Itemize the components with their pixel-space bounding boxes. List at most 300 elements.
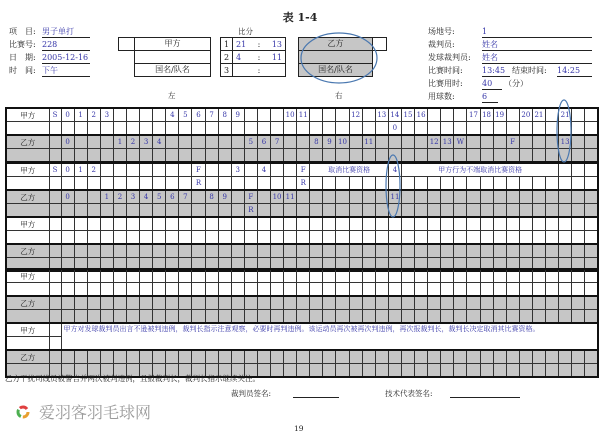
- score-cell: 2: [87, 163, 100, 177]
- score-cell: [349, 149, 362, 163]
- score-cell: [428, 177, 441, 191]
- score-cell: [179, 269, 192, 283]
- score-cell: [257, 296, 270, 310]
- score-cell: [519, 122, 532, 136]
- score-cell: [375, 122, 388, 136]
- score-cell: [310, 204, 323, 218]
- score-cell: [546, 177, 559, 191]
- duration-unit: （分）: [504, 79, 528, 88]
- score-cell: [192, 269, 205, 283]
- score-cell: [218, 177, 231, 191]
- score-cell: 0: [61, 190, 74, 204]
- score-cell: [506, 283, 519, 297]
- score-cell: [506, 108, 519, 122]
- score-row: [6, 108, 598, 122]
- page-number: 19: [294, 424, 304, 433]
- score-cell: [532, 135, 545, 149]
- score-cell: 13: [559, 135, 572, 149]
- score-cell: [100, 269, 113, 283]
- score-cell: [113, 350, 126, 364]
- event-label: 项 目:: [9, 27, 36, 36]
- score-row: [6, 135, 598, 149]
- score-cell: [271, 231, 284, 245]
- score-cell: [349, 269, 362, 283]
- score-cell: [153, 149, 166, 163]
- score-cell: [506, 244, 519, 258]
- score-cell: [454, 190, 467, 204]
- score-cell: [100, 122, 113, 136]
- score-cell: [545, 231, 558, 245]
- team-label: [6, 337, 49, 351]
- score-cell: [493, 310, 506, 324]
- score-cell: [74, 190, 87, 204]
- start-time-label: 比赛时间:: [428, 66, 463, 75]
- score-cell: [284, 231, 297, 245]
- score-cell: [532, 244, 545, 258]
- left-team-blank: [134, 50, 211, 64]
- score-cell: [415, 122, 428, 136]
- score-cell: [297, 269, 310, 283]
- score-cell: [467, 283, 480, 297]
- score-cell: [336, 122, 349, 136]
- score-cell: [100, 177, 113, 191]
- score-cell: [310, 310, 323, 324]
- score-cell: [519, 135, 532, 149]
- score-cell: 7: [205, 108, 218, 122]
- score-cell: [205, 135, 218, 149]
- score-cell: F: [297, 163, 310, 177]
- score-cell: R: [192, 177, 205, 191]
- server-cell: [49, 135, 61, 149]
- score-cell: [257, 122, 270, 136]
- score-cell: 19: [493, 108, 506, 122]
- score-cell: [244, 244, 257, 258]
- score-cell: [244, 269, 257, 283]
- score-cell: [375, 296, 388, 310]
- score-cell: [323, 231, 336, 245]
- score-cell: [441, 269, 454, 283]
- score-cell: [179, 217, 192, 231]
- score-cell: [572, 204, 585, 218]
- score-cell: [349, 310, 362, 324]
- score-cell: [153, 217, 166, 231]
- score-cell: [401, 149, 414, 163]
- score-cell: [428, 310, 441, 324]
- score-cell: [192, 122, 205, 136]
- score-cell: [349, 217, 362, 231]
- score-row: [6, 244, 598, 258]
- score-cell: [297, 190, 310, 204]
- score-cell: [87, 269, 100, 283]
- score-cell: [336, 269, 349, 283]
- score-cell: [205, 163, 218, 177]
- score-cell: [323, 283, 336, 297]
- score-cell: [428, 364, 441, 378]
- score-cell: [100, 283, 113, 297]
- score-cell: [454, 177, 467, 191]
- score-cell: [244, 350, 257, 364]
- server-cell: [49, 337, 61, 351]
- score-cell: [401, 310, 414, 324]
- score-cell: [545, 135, 558, 149]
- score-cell: [140, 108, 153, 122]
- score-cell: [519, 204, 532, 218]
- score-cell: [467, 204, 480, 218]
- score-cell: [480, 149, 493, 163]
- score-cell: [375, 135, 388, 149]
- score-cell: [218, 310, 231, 324]
- score-cell: [323, 177, 336, 191]
- score-cell: [362, 283, 375, 297]
- score-cell: [546, 190, 559, 204]
- score-cell: [126, 244, 139, 258]
- left-side-label: 左: [168, 91, 176, 100]
- score-cell: 12: [428, 135, 441, 149]
- score-cell: [166, 296, 179, 310]
- watermark: [16, 400, 151, 423]
- score-cell: [310, 190, 323, 204]
- score-cell: [506, 296, 519, 310]
- score-cell: 8: [310, 135, 323, 149]
- score-cell: [323, 217, 336, 231]
- score-cell: [454, 149, 467, 163]
- score-cell: [506, 364, 519, 378]
- score-cell: [179, 204, 192, 218]
- time-value: 下午: [42, 65, 90, 77]
- score-cell: [493, 350, 506, 364]
- score-cell: [415, 296, 428, 310]
- score-cell: [257, 149, 270, 163]
- duration-label: 比赛用时:: [428, 79, 463, 88]
- team-label: 乙方: [6, 190, 49, 204]
- score-cell: [297, 244, 310, 258]
- score-cell: [349, 244, 362, 258]
- score-cell: [297, 310, 310, 324]
- score-cell: [297, 122, 310, 136]
- score-cell: [362, 244, 375, 258]
- score-cell: [441, 350, 454, 364]
- score-cell: [506, 122, 519, 136]
- score-cell: [140, 244, 153, 258]
- score-cell: [454, 231, 467, 245]
- score-cell: [218, 350, 231, 364]
- service-judge-value: 姓名: [482, 52, 592, 64]
- score-cell: [140, 231, 153, 245]
- score-cell: [244, 296, 257, 310]
- score-cell: [126, 217, 139, 231]
- score-cell: [87, 190, 100, 204]
- score-cell: [126, 269, 139, 283]
- score-cell: [244, 283, 257, 297]
- score-cell: [519, 231, 532, 245]
- score-cell: [559, 231, 572, 245]
- duration-value: 40: [482, 78, 502, 90]
- score-cell: [61, 244, 74, 258]
- score-row: [6, 217, 598, 231]
- score-cell: [559, 269, 572, 283]
- score-cell: [428, 350, 441, 364]
- score-cell: [284, 244, 297, 258]
- score-cell: [179, 163, 192, 177]
- event-value: 男子单打: [42, 26, 90, 38]
- score-cell: [87, 122, 100, 136]
- score-cell: [205, 296, 218, 310]
- score-cell: [231, 204, 244, 218]
- score-cell: [388, 204, 401, 218]
- score-cell: [375, 177, 388, 191]
- score-cell: [519, 310, 532, 324]
- score-cell: [244, 231, 257, 245]
- score-cell: [441, 108, 454, 122]
- score-cell: [336, 310, 349, 324]
- score-cell: [310, 231, 323, 245]
- score-cell: [74, 217, 87, 231]
- end-time-value: 14:25: [557, 65, 592, 77]
- score-cell: [113, 231, 126, 245]
- shuttles-label: 用球数:: [428, 92, 455, 101]
- score-cell: [323, 122, 336, 136]
- score-cell: [336, 217, 349, 231]
- left-team-name: 国名/队名: [134, 63, 211, 77]
- score-cell: [244, 149, 257, 163]
- match-no-label: 比赛号:: [9, 40, 36, 49]
- score-cell: [271, 149, 284, 163]
- score-cell: [140, 310, 153, 324]
- footer-note: 乙方干扰司线员被警告并两次被判违例，且报裁判长，裁判长指示继续关注。: [5, 374, 260, 383]
- score-cell: [166, 283, 179, 297]
- server-cell: [49, 231, 61, 245]
- server-cell: [49, 244, 61, 258]
- merged-note-cell: 甲方行为不端取消比赛资格: [402, 163, 559, 177]
- score-cell: [480, 231, 493, 245]
- score-cell: [336, 244, 349, 258]
- tech-sign-label: 技术代表签名:: [385, 389, 433, 398]
- score-cell: [205, 177, 218, 191]
- score-cell: [480, 217, 493, 231]
- team-label: 甲方: [6, 217, 49, 231]
- score-cell: [61, 149, 74, 163]
- score-cell: 1: [100, 190, 113, 204]
- game-grid-remark: [5, 322, 599, 378]
- score-cell: [506, 149, 519, 163]
- score-cell: [519, 190, 532, 204]
- score-cell: [166, 350, 179, 364]
- score-cell: [454, 283, 467, 297]
- score-cell: 1: [74, 108, 87, 122]
- score-cell: [271, 204, 284, 218]
- score-cell: [74, 296, 87, 310]
- score-cell: [284, 310, 297, 324]
- score-cell: 2: [87, 108, 100, 122]
- score-cell: [362, 269, 375, 283]
- score-cell: [113, 269, 126, 283]
- score-cell: [585, 364, 598, 378]
- score-cell: [74, 149, 87, 163]
- score-cell: [506, 190, 519, 204]
- score-cell: [126, 204, 139, 218]
- score-cell: [388, 149, 401, 163]
- score-cell: [493, 364, 506, 378]
- score-cell: [297, 204, 310, 218]
- score-cell: [231, 296, 244, 310]
- score-cell: R: [244, 204, 257, 218]
- game-score-a: 21: [233, 38, 257, 51]
- court-label: 场地号:: [428, 27, 455, 36]
- score-cell: [585, 217, 598, 231]
- server-cell: [49, 190, 61, 204]
- score-cell: [166, 122, 179, 136]
- score-cell: 1: [113, 135, 126, 149]
- score-cell: [559, 163, 572, 177]
- score-cell: [284, 217, 297, 231]
- score-cell: R: [297, 177, 310, 191]
- score-cell: [415, 204, 428, 218]
- score-cell: [257, 283, 270, 297]
- score-cell: [585, 244, 598, 258]
- score-cell: 10: [271, 190, 284, 204]
- merged-note-cell: 取消比赛资格: [310, 163, 389, 177]
- game-score-a: [233, 64, 257, 77]
- end-time-label: 结束时间:: [512, 66, 547, 75]
- score-cell: [585, 108, 598, 122]
- score-cell: [388, 244, 401, 258]
- game-score-table: [220, 37, 286, 77]
- team-label: 甲方: [6, 163, 49, 177]
- time-label: 时 间:: [9, 66, 36, 75]
- score-cell: [519, 149, 532, 163]
- score-cell: [310, 122, 323, 136]
- score-cell: [415, 135, 428, 149]
- score-cell: [297, 135, 310, 149]
- score-cell: [140, 269, 153, 283]
- score-cell: [179, 149, 192, 163]
- score-cell: [572, 190, 585, 204]
- score-cell: [153, 350, 166, 364]
- score-cell: [271, 350, 284, 364]
- score-cell: [559, 350, 572, 364]
- score-cell: [362, 204, 375, 218]
- score-row: [6, 149, 598, 163]
- score-cell: [428, 217, 441, 231]
- game-score-row: [221, 51, 286, 64]
- score-cell: [113, 296, 126, 310]
- score-cell: [467, 310, 480, 324]
- score-cell: [402, 177, 415, 191]
- score-cell: [480, 204, 493, 218]
- score-cell: [153, 177, 166, 191]
- score-cell: [388, 177, 401, 191]
- score-cell: [559, 217, 572, 231]
- score-cell: [87, 244, 100, 258]
- score-cell: [336, 231, 349, 245]
- game-score-b: 13: [261, 38, 285, 51]
- score-cell: [493, 296, 506, 310]
- score-cell: 11: [362, 135, 375, 149]
- score-cell: [192, 244, 205, 258]
- score-cell: [113, 177, 126, 191]
- score-cell: [74, 310, 87, 324]
- score-row: [6, 177, 598, 191]
- server-cell: [49, 296, 61, 310]
- score-cell: [323, 190, 336, 204]
- game-score-row: [221, 38, 286, 51]
- score-cell: [415, 310, 428, 324]
- score-cell: [441, 217, 454, 231]
- score-cell: [244, 310, 257, 324]
- score-cell: W: [454, 135, 467, 149]
- score-cell: [284, 149, 297, 163]
- score-cell: [179, 135, 192, 149]
- score-cell: [284, 269, 297, 283]
- score-cell: 4: [166, 108, 179, 122]
- score-row: [6, 122, 598, 136]
- score-cell: [336, 149, 349, 163]
- score-cell: [310, 350, 323, 364]
- score-cell: [519, 296, 532, 310]
- score-cell: [100, 135, 113, 149]
- score-cell: [559, 122, 572, 136]
- score-cell: [231, 190, 244, 204]
- score-cell: [362, 217, 375, 231]
- score-cell: [257, 350, 270, 364]
- score-cell: [572, 244, 585, 258]
- left-marker-box: [118, 37, 135, 51]
- score-cell: [323, 108, 336, 122]
- score-cell: [153, 283, 166, 297]
- game-score-sep: :: [257, 65, 261, 75]
- team-label: 甲方: [6, 108, 49, 122]
- score-cell: [113, 163, 126, 177]
- score-cell: 13: [441, 135, 454, 149]
- score-cell: [493, 135, 506, 149]
- server-cell: [49, 283, 61, 297]
- score-cell: [454, 296, 467, 310]
- score-cell: [140, 149, 153, 163]
- score-cell: [126, 310, 139, 324]
- score-cell: [87, 135, 100, 149]
- score-cell: [545, 122, 558, 136]
- score-cell: [572, 231, 585, 245]
- score-cell: [336, 364, 349, 378]
- score-cell: [166, 310, 179, 324]
- score-cell: [572, 149, 585, 163]
- score-cell: [349, 135, 362, 149]
- score-cell: [362, 149, 375, 163]
- score-cell: [74, 244, 87, 258]
- score-cell: [126, 177, 139, 191]
- score-cell: [572, 217, 585, 231]
- score-cell: [297, 296, 310, 310]
- score-row: [6, 269, 598, 283]
- score-cell: [231, 310, 244, 324]
- score-cell: [532, 269, 545, 283]
- score-cell: [61, 310, 74, 324]
- score-cell: [244, 163, 257, 177]
- score-cell: 9: [323, 135, 336, 149]
- score-cell: [388, 310, 401, 324]
- score-label: 比分: [238, 27, 253, 36]
- date-label: 日 期:: [9, 53, 36, 62]
- score-cell: [401, 296, 414, 310]
- server-cell: [49, 122, 61, 136]
- score-cell: [192, 190, 205, 204]
- score-cell: 8: [205, 190, 218, 204]
- score-cell: [179, 231, 192, 245]
- score-row: [6, 323, 598, 337]
- score-cell: [231, 244, 244, 258]
- score-cell: [467, 149, 480, 163]
- score-cell: [467, 244, 480, 258]
